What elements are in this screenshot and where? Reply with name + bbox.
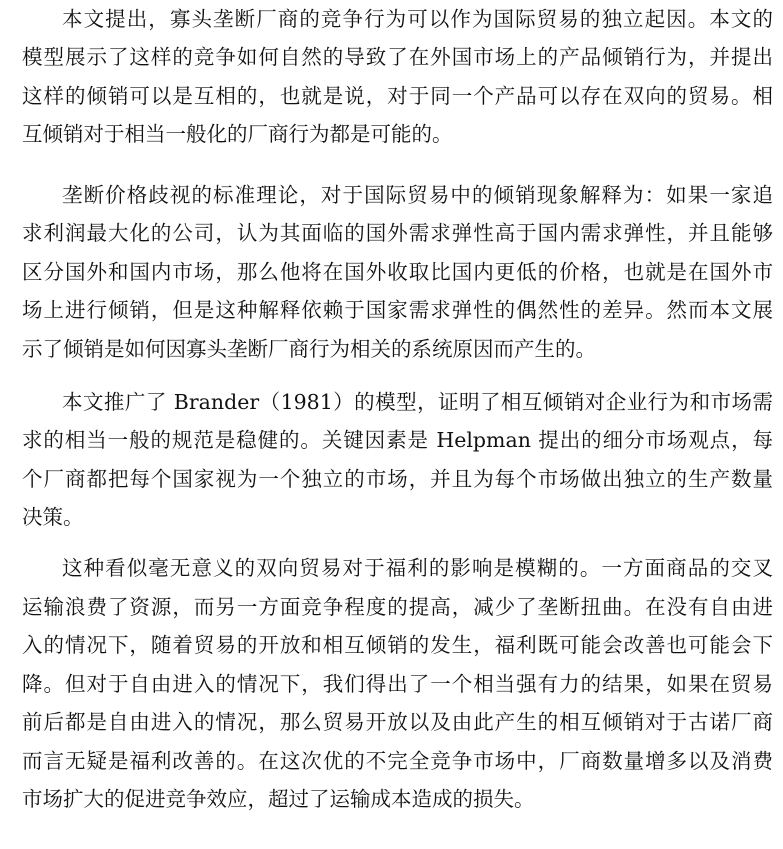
paragraph-3-line-1: 本文推广了 Brander（1981）的模型，证明了相互倾销对企业行为和市场需	[62, 390, 773, 414]
paragraph-4-line-4: 降。但对于自由进入的情况下，我们得出了一个相当强有力的结果，如果在贸易	[22, 672, 773, 696]
paragraph-1-line-4: 互倾销对于相当一般化的厂商行为都是可能的。	[22, 122, 453, 146]
paragraph-1-line-3: 这样的倾销可以是互相的，也就是说，对于同一个产品可以存在双向的贸易。相	[22, 84, 773, 108]
paragraph-1-line-2: 模型展示了这样的竞争如何自然的导致了在外国市场上的产品倾销行为，并提出	[22, 45, 773, 69]
paragraph-4-line-1: 这种看似毫无意义的双向贸易对于福利的影响是模糊的。一方面商品的交叉	[62, 556, 773, 580]
paragraph-3-line-2: 求的相当一般的规范是稳健的。关键因素是 Helpman 提出的细分市场观点，每	[22, 428, 773, 452]
paragraph-2-line-2: 求利润最大化的公司，认为其面临的国外需求弹性高于国内需求弹性，并且能够	[22, 221, 773, 245]
paragraph-3-line-4: 决策。	[22, 505, 84, 529]
paragraph-1-line-1: 本文提出，寡头垄断厂商的竞争行为可以作为国际贸易的独立起因。本文的	[62, 7, 773, 31]
paragraph-2-line-1: 垄断价格歧视的标准理论，对于国际贸易中的倾销现象解释为：如果一家追	[62, 183, 773, 207]
paragraph-3-line-3: 个厂商都把每个国家视为一个独立的市场，并且为每个市场做出独立的生产数量	[22, 467, 773, 491]
paragraph-2-line-5: 示了倾销是如何因寡头垄断厂商行为相关的系统原因而产生的。	[22, 337, 596, 361]
paragraph-2-line-4: 场上进行倾销，但是这种解释依赖于国家需求弹性的偶然性的差异。然而本文展	[22, 298, 773, 322]
paragraph-4-line-2: 运输浪费了资源，而另一方面竞争程度的提高，减少了垄断扭曲。在没有自由进	[22, 595, 773, 619]
paragraph-4-line-6: 而言无疑是福利改善的。在这次优的不完全竞争市场中，厂商数量增多以及消费	[22, 749, 773, 773]
paragraph-4-line-7: 市场扩大的促进竞争效应，超过了运输成本造成的损失。	[22, 787, 535, 811]
paragraph-4-line-5: 前后都是自由进入的情况，那么贸易开放以及由此产生的相互倾销对于古诺厂商	[22, 710, 773, 734]
paragraph-2-line-3: 区分国外和国内市场，那么他将在国外收取比国内更低的价格，也就是在国外市	[22, 260, 773, 284]
paragraph-4-line-3: 入的情况下，随着贸易的开放和相互倾销的发生，福利既可能会改善也可能会下	[22, 633, 773, 657]
